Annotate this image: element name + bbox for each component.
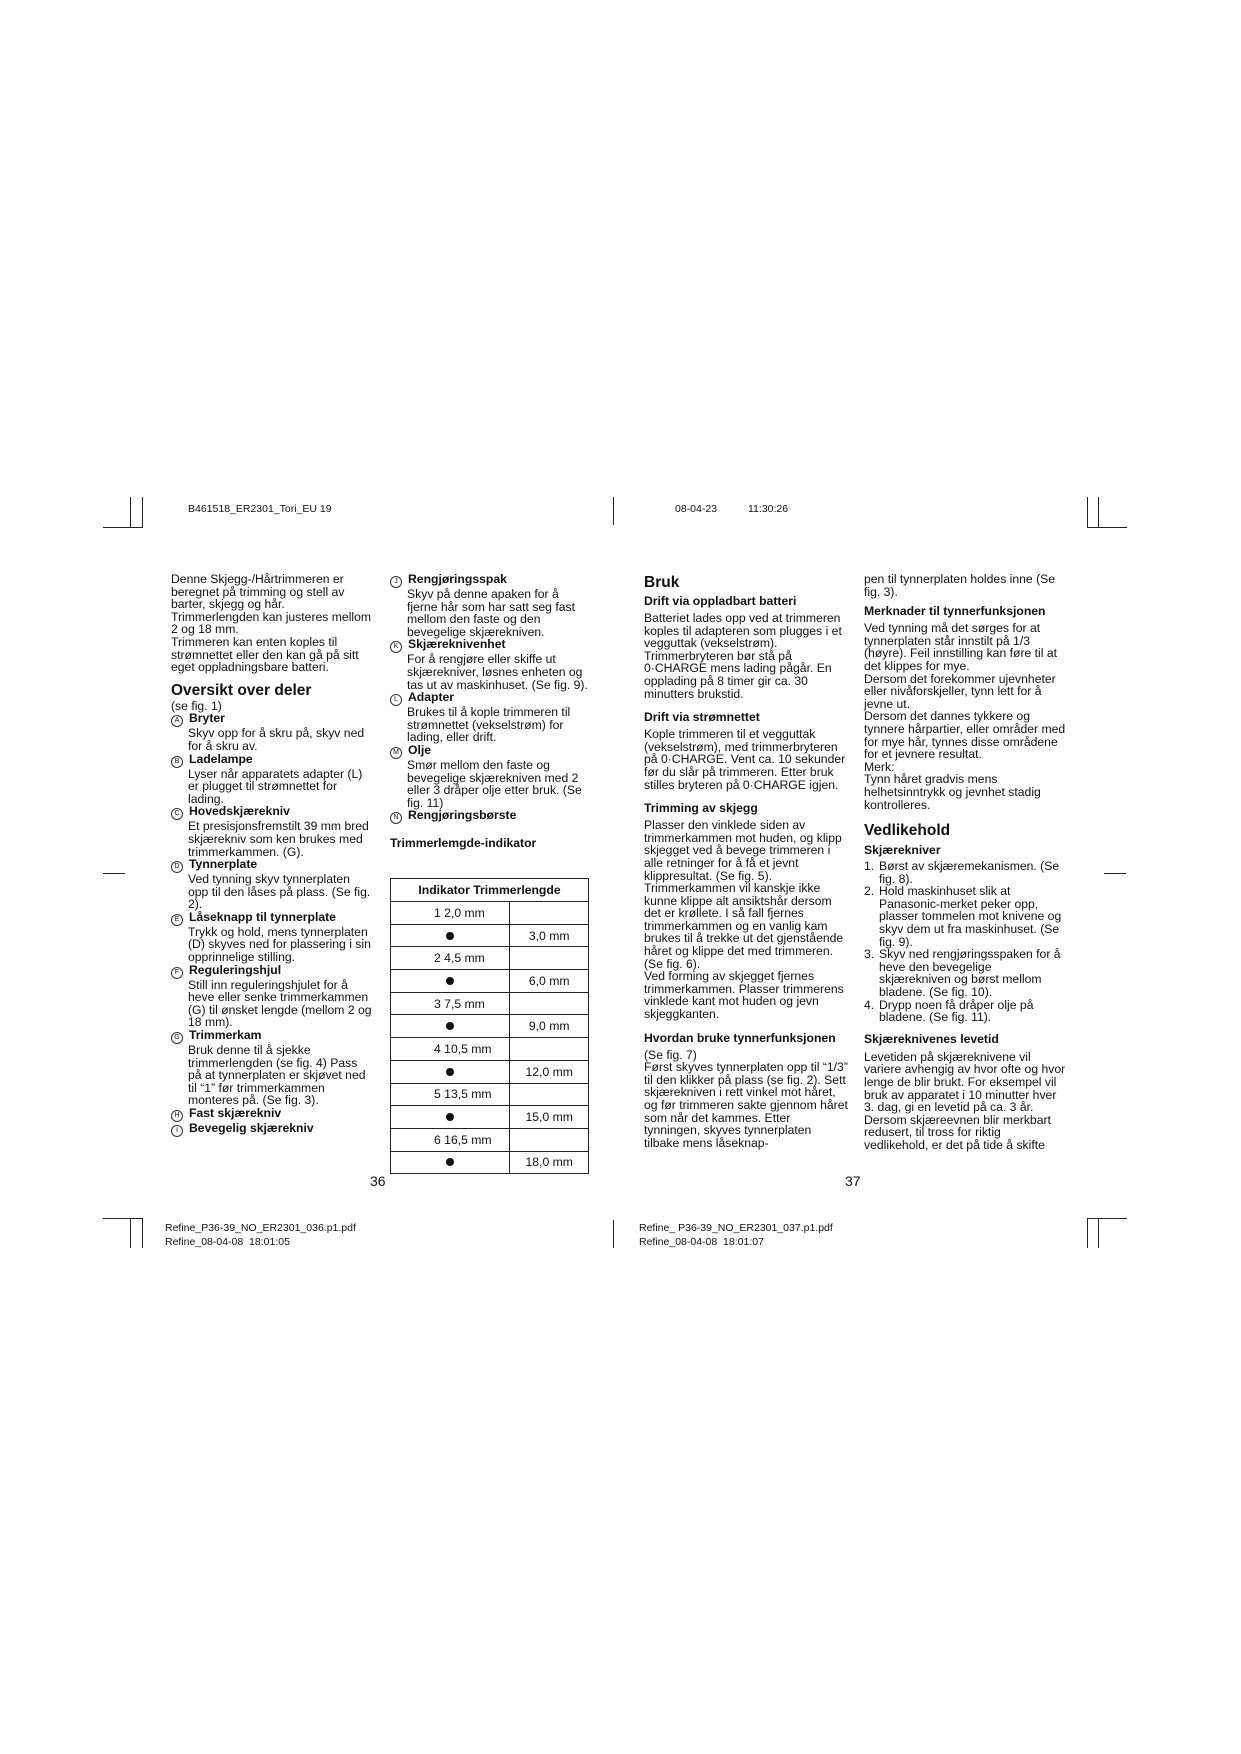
crop-mark xyxy=(1087,1218,1127,1219)
part-item xyxy=(390,573,592,638)
part-title: Låseknapp til tynnerplate xyxy=(189,909,336,924)
indicator-cell xyxy=(391,1060,510,1083)
part-title: Adapter xyxy=(408,690,455,705)
column-4 xyxy=(864,573,1066,1152)
dot-icon xyxy=(446,977,454,985)
paragraph: Først skyves tynnerplaten opp til “1/3” til den klikker på plass (se fig. 2). Sett skjærekniven i rett vinkel mot håret, og før trimmeren sakte gjennom håret som når det kammes. Etter tynningen, skyves tynnerplaten tilbake mens låseknap- xyxy=(644,1060,848,1150)
paragraph: Batteriet lades opp ved at trimmeren koples til adapteren som plugges i et vegguttak (vekselstrøm). Trimmerbryteren bør stå på 0·CHARGE mens lading pågår. En opplading på 8 timer gir ca. 30 minutters brukstid. xyxy=(644,611,842,701)
indicator-cell: 4 10,5 mm xyxy=(391,1038,510,1061)
crop-mark xyxy=(1104,873,1126,874)
crop-mark xyxy=(1098,497,1099,527)
length-cell: 18,0 mm xyxy=(510,1151,589,1174)
table-row xyxy=(391,992,589,1015)
part-title: Rengjøringsbørste xyxy=(408,808,517,823)
part-description: Lyser når apparatets adapter (L) er plugget til strømnettet for lading. xyxy=(188,766,363,806)
list-number: 2. xyxy=(864,884,875,899)
part-title: Fast skjærekniv xyxy=(189,1106,282,1120)
part-title: Skjæreknivenhet xyxy=(408,637,506,652)
part-heading xyxy=(390,638,592,653)
part-description: Bruk denne til å sjekke trimmerlengden (se fig. 4) Pass på at tynnerplaten er skjøvet ned til “1” før trimmerkammen monteres på. (Se fig. 3). xyxy=(188,1043,366,1108)
part-marker: F xyxy=(171,967,183,979)
part-marker: N xyxy=(390,812,402,824)
list-number: 1. xyxy=(864,859,875,874)
part-item xyxy=(171,911,373,964)
table-row xyxy=(391,1106,589,1129)
parts-list xyxy=(171,712,373,1137)
crop-mark xyxy=(142,1218,143,1248)
part-item xyxy=(171,753,373,806)
part-title: Trimmerkam xyxy=(189,1028,262,1043)
table-row xyxy=(391,947,589,970)
indicator-cell: 3 7,5 mm xyxy=(391,992,510,1015)
subheading: Trimming av skjegg xyxy=(644,801,758,816)
figure-reference: (se fig. 1) xyxy=(171,698,222,713)
header-date: 08-04-23 xyxy=(675,503,718,515)
part-item xyxy=(171,1029,373,1107)
part-heading xyxy=(171,964,373,979)
dot-icon xyxy=(446,932,454,940)
part-marker: E xyxy=(171,914,183,926)
table-header: Indikator Trimmerlengde xyxy=(391,879,589,902)
page-number-left: 36 xyxy=(370,1173,386,1189)
part-item xyxy=(390,809,592,824)
part-description: Skyv opp for å skru på, skyv ned for å skru av. xyxy=(188,726,365,753)
part-item xyxy=(390,691,592,744)
part-heading xyxy=(171,753,373,768)
part-description: For å rengjøre eller skiffe ut skjærekniver, løsnes enheten og tas ut av maskinhuset. (Se fig. 9). xyxy=(407,652,588,692)
table-row xyxy=(391,1128,589,1151)
part-marker: K xyxy=(390,641,402,653)
part-marker: B xyxy=(171,756,183,768)
part-marker: H xyxy=(171,1110,183,1122)
indicator-cell xyxy=(391,970,510,993)
subheading: Skjærekniver xyxy=(864,843,941,858)
footer-date-left: Refine_08-04-08 18:01:05 xyxy=(165,1236,290,1248)
part-title: Hovedskjærekniv xyxy=(189,804,290,819)
paragraph: Dersom det dannes tykkere og tynnere hårpartier, eller områder med for mye hår, tynnes disse områdene for et jevnere resultat. xyxy=(864,709,1066,762)
part-heading xyxy=(390,573,592,588)
list-item xyxy=(864,860,1066,885)
length-cell: 3,0 mm xyxy=(510,924,589,947)
column-2 xyxy=(390,573,592,850)
length-cell xyxy=(510,1038,589,1061)
crop-mark xyxy=(103,873,125,874)
part-item xyxy=(171,805,373,858)
part-title: Bevegelig skjærekniv xyxy=(189,1121,314,1135)
list-text: Børst av skjæremekanismen. (Se fig. 8). xyxy=(879,859,1060,886)
part-description: Ved tynning skyv tynnerplaten opp til den låses på plass. (Se fig. 2). xyxy=(188,872,371,912)
paragraph: Dersom det forekommer ujevnheter eller nivåforskjeller, tynn lett for å jevne ut. xyxy=(864,671,1056,711)
part-marker: G xyxy=(171,1032,183,1044)
dot-icon xyxy=(446,1158,454,1166)
list-number: 4. xyxy=(864,997,875,1012)
paragraph: Plasser den vinklede siden av trimmerkammen mot huden, og klipp skjegget ved å bevege trimmeren i alle retninger for å få et jevnt klippresultat. (Se fig. 5). xyxy=(644,818,842,883)
part-title: Olje xyxy=(408,742,432,757)
section-heading: Bruk xyxy=(644,574,680,591)
crop-mark xyxy=(1098,1218,1099,1248)
crop-mark xyxy=(1087,497,1088,527)
part-title: Tynnerplate xyxy=(189,857,258,872)
parts-list xyxy=(390,573,592,824)
part-heading xyxy=(390,809,592,824)
header-filename: B461518_ER2301_Tori_EU 19 xyxy=(188,503,332,515)
trimmer-length-table xyxy=(390,878,589,1174)
length-cell: 6,0 mm xyxy=(510,970,589,993)
list-number: 3. xyxy=(864,947,875,962)
crop-mark xyxy=(613,497,614,525)
figure-reference: (Se fig. 7) xyxy=(644,1047,697,1062)
crop-mark xyxy=(1087,527,1127,528)
part-marker: C xyxy=(171,808,183,820)
part-heading xyxy=(390,744,592,759)
part-title: Rengjøringsspak xyxy=(408,572,507,586)
footer-filename-left: Refine_P36-39_NO_ER2301_036.p1.pdf xyxy=(165,1222,356,1234)
part-marker: M xyxy=(390,747,402,759)
part-heading xyxy=(171,805,373,820)
indicator-cell xyxy=(391,1015,510,1038)
part-heading xyxy=(171,858,373,873)
paragraph: Trimmerkammen vil kanskje ikke kunne klippe alt ansiktshår dersom det er krøllete. I så fall fjernes trimmerkammen og en vanlig kam brukes til å trekke ut det gjenstående håret og klippe det med trimmeren. (Se fig. 6). xyxy=(644,881,844,971)
indicator-cell xyxy=(391,1151,510,1174)
part-item xyxy=(171,712,373,752)
length-cell xyxy=(510,992,589,1015)
paragraph: pen til tynnerplaten holdes inne (Se fig. 3). xyxy=(864,572,1056,599)
part-marker: L xyxy=(390,694,402,706)
note-label: Merk: xyxy=(864,759,895,774)
table-row xyxy=(391,1083,589,1106)
indicator-cell: 6 16,5 mm xyxy=(391,1128,510,1151)
part-heading xyxy=(171,1122,373,1137)
page-number-right: 37 xyxy=(845,1173,861,1189)
subheading: Drift via strømnettet xyxy=(644,710,760,725)
subheading: Skjæreknivenes levetid xyxy=(864,1031,999,1046)
header-time: 11:30:26 xyxy=(748,503,789,515)
table-row xyxy=(391,1151,589,1174)
list-item xyxy=(864,999,1066,1024)
list-text: Hold maskinhuset slik at Panasonic-merket peker opp, plasser tommelen mot knivene og skyv dem ut fra maskinhuset. (Se fig. 9). xyxy=(879,884,1062,949)
table-row xyxy=(391,1060,589,1083)
part-heading xyxy=(171,712,373,727)
section-heading: Oversikt over deler xyxy=(171,681,312,699)
part-heading xyxy=(390,691,592,706)
length-cell xyxy=(510,1083,589,1106)
crop-mark xyxy=(142,497,143,527)
paragraph: Levetiden på skjæreknivene vil variere avhengig av hvor ofte og hvor lenge de blir brukt. For eksempel vil bruk av apparatet i 10 minutter hver 3. dag, gi en levetid på ca. 3 år. Dersom skjæreevnen blir merkbart redusert, til tross for riktig vedlikehold, er det på tide å skifte xyxy=(864,1049,1066,1152)
dot-icon xyxy=(446,1022,454,1030)
crop-mark xyxy=(1087,1218,1088,1248)
list-item xyxy=(864,885,1066,948)
part-item xyxy=(171,1107,373,1122)
length-cell xyxy=(510,1128,589,1151)
list-text: Skyv ned rengjøringsspaken for å heve den bevegelige skjærekniven og børst mellom bladene. (Se fig. 10). xyxy=(879,947,1061,1000)
numbered-list xyxy=(864,860,1066,1024)
length-cell xyxy=(510,947,589,970)
indicator-cell: 1 2,0 mm xyxy=(391,902,510,925)
part-description: Et presisjonsfremstilt 39 mm bred skjærekniv som ken brukes med trimmerkammen. (G). xyxy=(188,819,369,859)
intro-paragraph: Denne Skjegg-/Hårtrimmeren er beregnet på trimming og stell av barter, skjegg og hår. Trimmerlengden kan justeres mellom 2 og 18 mm. xyxy=(171,572,372,637)
crop-mark xyxy=(613,1220,614,1248)
part-description: Skyv på denne apaken for å fjerne hår som har satt seg fast mellom den faste og den bevegelige skjærekniven. xyxy=(407,587,575,639)
paragraph: Kople trimmeren til et vegguttak (vekselstrøm), med trimmerbryteren på 0·CHARGE. Vent ca. 10 sekunder før du slår på trimmeren. Etter bruk stilles bryteren på 0·CHARGE igjen. xyxy=(644,727,846,792)
part-marker: J xyxy=(390,576,402,588)
part-marker: I xyxy=(171,1125,183,1137)
column-1 xyxy=(171,573,373,1137)
paragraph: Tynn håret gradvis mens helhetsinntrykk og jevnhet stadig kontrolleres. xyxy=(864,772,1041,812)
length-cell: 15,0 mm xyxy=(510,1106,589,1129)
paragraph: Ved forming av skjegget fjernes trimmerkammen. Plasser trimmerens vinklede kant mot huden og jevn skjeggkanten. xyxy=(644,969,844,1022)
crop-mark xyxy=(103,1218,143,1219)
intro-paragraph: Trimmeren kan enten koples til strømnettet eller den kan gå på sitt eget oppladningsbare batteri. xyxy=(171,634,359,675)
part-description: Smør mellom den faste og bevegelige skjærekniven med 2 eller 3 dråper olje etter bruk. (Se fig. 11) xyxy=(407,757,582,810)
crop-mark xyxy=(130,497,131,527)
part-description: Brukes til å kople trimmeren til strømnettet (vekselstrøm) for lading, eller drift. xyxy=(407,705,571,745)
part-item xyxy=(171,1122,373,1137)
footer-filename-right: Refine_ P36-39_NO_ER2301_037.p1.pdf xyxy=(639,1222,833,1234)
paragraph: Ved tynning må det sørges for at tynnerplaten står innstilt på 1/3 (høyre). Feil innstilling kan føre til at det klippes for mye. xyxy=(864,621,1058,673)
part-title: Ladelampe xyxy=(189,751,253,766)
part-title: Reguleringshjul xyxy=(189,962,282,977)
subheading: Hvordan bruke tynnerfunksjonen xyxy=(644,1030,836,1045)
length-cell: 9,0 mm xyxy=(510,1015,589,1038)
part-marker: D xyxy=(171,861,183,873)
length-cell: 12,0 mm xyxy=(510,1060,589,1083)
part-item xyxy=(390,638,592,691)
table-row xyxy=(391,1015,589,1038)
length-cell xyxy=(510,902,589,925)
part-heading xyxy=(171,911,373,926)
indicator-cell: 5 13,5 mm xyxy=(391,1083,510,1106)
list-item xyxy=(864,948,1066,998)
dot-icon xyxy=(446,1113,454,1121)
list-text: Drypp noen få dråper olje på bladene. (Se fig. 11). xyxy=(879,997,1034,1025)
part-item xyxy=(171,858,373,911)
part-description: Still inn reguleringshjulet for å heve eller senke trimmerkammen (G) til ønsket lengde (mellom 2 og 18 mm). xyxy=(188,977,372,1030)
table-row xyxy=(391,924,589,947)
section-heading: Vedlikehold xyxy=(864,822,951,840)
table-title: Trimmerlemgde-indikator xyxy=(390,836,537,851)
part-heading xyxy=(171,1107,373,1122)
part-description: Trykk og hold, mens tynnerplaten (D) skyves ned for plassering i sin opprinnelige stilling. xyxy=(188,924,371,965)
footer-date-right: Refine_08-04-08 18:01:07 xyxy=(639,1236,764,1248)
part-heading xyxy=(171,1029,373,1044)
table-row xyxy=(391,902,589,925)
dot-icon xyxy=(446,1068,454,1076)
column-3 xyxy=(644,573,848,1149)
indicator-cell: 2 4,5 mm xyxy=(391,947,510,970)
table-row xyxy=(391,1038,589,1061)
crop-mark xyxy=(130,1218,131,1248)
table-row xyxy=(391,970,589,993)
crop-mark xyxy=(103,527,143,528)
indicator-cell xyxy=(391,1106,510,1129)
part-marker: A xyxy=(171,715,183,727)
indicator-cell xyxy=(391,924,510,947)
subheading: Drift via oppladbart batteri xyxy=(644,594,797,608)
part-item xyxy=(171,964,373,1029)
part-item xyxy=(390,744,592,809)
subheading: Merknader til tynnerfunksjonen xyxy=(864,604,1046,619)
part-title: Bryter xyxy=(189,711,225,726)
